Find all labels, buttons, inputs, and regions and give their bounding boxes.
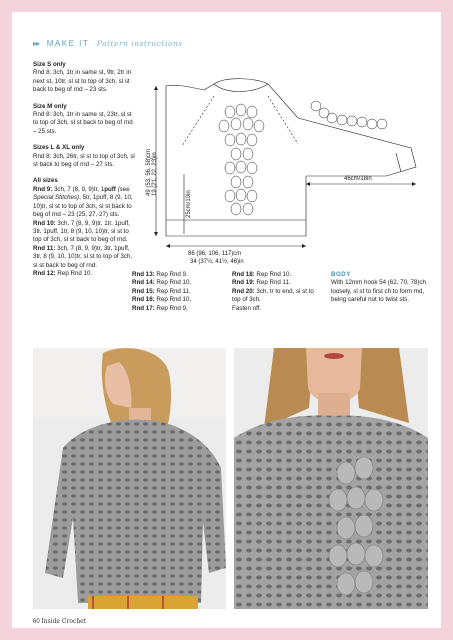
puff-motif-sleeve [311, 101, 387, 129]
neck-rib [214, 84, 268, 92]
rnd-17-text: Rnd 17: Rep Rnd 9. [132, 304, 188, 312]
cuff-line [396, 153, 401, 172]
rnd-12-text: Rnd 12: Rep Rnd 10. [33, 269, 93, 277]
size-s-text: Rnd 8: 3ch, 1tr in same st, 9tr, 2tr in next st, 10tr, sl st to top of 3ch, sl st back to beg of rnd – 23 sts. [33, 69, 132, 94]
rnd-10-text: Rnd 10: 3ch, 7 (8, 9, 9)tr, 1tr, 1puff, 3tr, 1puff, 1tr, 8 (9, 10, 10)tr, sl st to top of 3ch, sl st back to beg of rnd. [33, 219, 130, 244]
rnd-15-text: Rnd 15: Rep Rnd 11. [132, 287, 191, 295]
double-arrow-icon: ▸▸ [33, 39, 40, 48]
section-header [33, 39, 183, 48]
photo-sweater-closeup [234, 348, 428, 609]
rib-label: 25cm/10in [186, 190, 192, 218]
raglan-dash-left [182, 96, 214, 146]
sweater-outline [166, 79, 416, 236]
rnd-16-text: Rnd 16: Rep Rnd 10. [132, 296, 192, 304]
rnd-18-text: Rnd 18: Rep Rnd 10. [232, 271, 292, 278]
raglan-dash-right [268, 96, 298, 144]
instructions-column-3 [232, 271, 324, 313]
size-lxl-text: Rnd 8: 3ch, 26tr, sl st to top of 3ch, sl st back to beg of rnd – 27 sts. [33, 152, 135, 169]
page-number: 60 [33, 619, 40, 625]
photo-model-side [33, 348, 226, 609]
puff-motif-body [219, 104, 264, 215]
width-label-cm: 86 (96, 106, 117)cm [188, 251, 242, 257]
instructions-column-1 [33, 61, 137, 278]
body-heading: BODY [331, 271, 351, 278]
size-lxl-heading: Sizes L & XL only [33, 144, 85, 152]
height-label-cm: 49 (53, 56, 58)cm [146, 148, 152, 196]
section-subtitle: Pattern instructions [96, 39, 183, 48]
rnd-19-text: Rnd 19: Rep Rnd 11. [232, 279, 291, 287]
section-title: MAKE IT [46, 39, 90, 48]
rnd-20-text: Rnd 20: 3ch, tr to end, sl st to top of 3ch. [232, 287, 314, 304]
width-label-in: 34 (37½, 41½, 46)in [190, 259, 244, 265]
instructions-column-2 [132, 271, 227, 313]
body-text: With 12mm hook 54 (62, 70, 78)ch loosely, sl st to first ch to form md, being careful not to twist sts. [331, 279, 426, 304]
size-m-heading: Size M only [33, 102, 67, 110]
size-s-heading: Size S only [33, 61, 66, 68]
rnd-9-text: Rnd 9: 3ch, 7 (8, 9, 9)tr, 1puff (see Special Stitches), 5tr, 1puff, 8 (9, 10, 10)tr, sl st to top of 3ch, sl st back to beg of rnd – 23 (25, 27, 27) sts. [33, 185, 133, 219]
fasten-off-text: Fasten off. [232, 304, 262, 312]
all-sizes-heading: All sizes [33, 177, 58, 185]
height-label-in: 19 (21, 22, 23)in [152, 152, 158, 196]
rnd-14-text: Rnd 14: Rep Rnd 10. [132, 279, 192, 287]
magazine-page [12, 12, 441, 628]
page-footer [33, 618, 86, 625]
instructions-column-4 [331, 271, 426, 305]
magazine-brand: Inside Crochet [41, 618, 87, 625]
rnd-13-text: Rnd 13: Rep Rnd 9. [132, 271, 188, 278]
sweater-schematic [126, 56, 426, 271]
rnd-11-text: Rnd 11: 3ch, 7 (8, 9, 9)tr, 3tr, 1puff, 3tr, 8 (9, 10, 10)tr, sl st to top of 3ch, sl st back to beg of rnd. [33, 244, 133, 269]
sleeve-label: 46cm/18in [344, 176, 372, 182]
size-m-text: Rnd 8: 3ch, 1tr in same st, 23tr, sl st to top of 3ch, sl st back to beg of rnd – 25 sts. [33, 111, 133, 135]
